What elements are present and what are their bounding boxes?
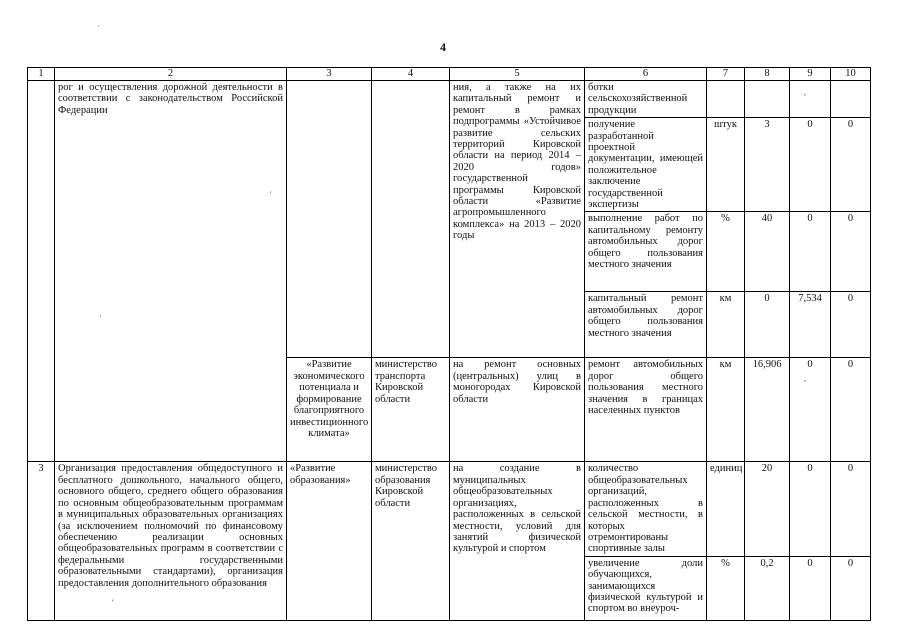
cell-value-8	[745, 81, 790, 118]
header-cell: 8	[745, 68, 790, 81]
cell-value-10: 0	[831, 118, 871, 212]
cell-value-8: 20	[745, 462, 790, 556]
cell-indicator: количество общеобразовательных организаций, расположенных в сельской местности, в которых отремонтированы спортивные залы	[585, 462, 707, 556]
scan-speck: ,	[804, 374, 806, 383]
cell-program	[287, 81, 372, 358]
cell-value-9	[790, 81, 831, 118]
cell-indicator: увеличение доли обучающихся, занимающихся физической культурой и спортом во внеуроч-	[585, 556, 707, 620]
header-cell: 6	[585, 68, 707, 81]
cell-value-10	[831, 81, 871, 118]
cell-value-8: 40	[745, 212, 790, 292]
scan-speck: '	[112, 598, 114, 607]
cell-value-9: 0	[790, 358, 831, 462]
cell-purpose: на создание в муниципальных общеобразовательных организациях, расположенных в сельской местности, условий для занятий физической культурой и спортом	[450, 462, 585, 620]
cell-value-9: 7,534	[790, 292, 831, 358]
cell-program: «Развитие экономического потенциала и формирование благоприятного инвестиционного климата»	[287, 358, 372, 462]
cell-value-9: 0	[790, 462, 831, 556]
scan-speck: ·	[97, 22, 100, 31]
cell-indicator: ботки сельскохозяйственной продукции	[585, 81, 707, 118]
header-cell: 4	[372, 68, 450, 81]
cell-value-9: 0	[790, 556, 831, 620]
cell-value-9: 0	[790, 118, 831, 212]
cell-value-8: 16,906	[745, 358, 790, 462]
header-row	[28, 68, 871, 81]
header-cell: 2	[55, 68, 287, 81]
cell-authority: рог и осуществления дорожной деятельности в соответствии с законодательством Российской Федерации	[55, 81, 287, 462]
cell-unit: км	[707, 292, 745, 358]
cell-unit	[707, 81, 745, 118]
table-row	[28, 81, 871, 118]
cell-purpose: на ремонт основных (центральных) улиц в моногородах Кировской области	[450, 358, 585, 462]
cell-indicator: капитальный ремонт автомобильных дорог общего пользования местного значения	[585, 292, 707, 358]
cell-value-8: 0,2	[745, 556, 790, 620]
cell-indicator: ремонт автомобильных дорог общего пользования местного значения в границах населенных пунктов	[585, 358, 707, 462]
cell-ministry: министерство транспорта Кировской области	[372, 358, 450, 462]
cell-value-10: 0	[831, 556, 871, 620]
cell-value-8: 3	[745, 118, 790, 212]
table-row	[28, 462, 871, 556]
data-table	[27, 67, 871, 621]
cell-unit: %	[707, 556, 745, 620]
header-cell: 7	[707, 68, 745, 81]
cell-value-10: 0	[831, 212, 871, 292]
page-number: 4	[440, 40, 446, 54]
scan-speck: '	[270, 190, 272, 199]
cell-indicator: получение разработанной проектной документации, имеющей положительное заключение государственной экспертизы	[585, 118, 707, 212]
header-cell: 9	[790, 68, 831, 81]
cell-number: 3	[28, 462, 55, 620]
cell-unit: %	[707, 212, 745, 292]
header-cell: 3	[287, 68, 372, 81]
cell-unit: км	[707, 358, 745, 462]
scan-speck: ,	[804, 88, 806, 97]
cell-value-10: 0	[831, 462, 871, 556]
cell-unit: единиц	[707, 462, 745, 556]
cell-value-8: 0	[745, 292, 790, 358]
header-cell: 5	[450, 68, 585, 81]
cell-ministry: министерство образования Кировской области	[372, 462, 450, 620]
cell-unit: штук	[707, 118, 745, 212]
cell-indicator: выполнение работ по капитальному ремонту автомобильных дорог общего пользования местного значения	[585, 212, 707, 292]
header-cell: 10	[831, 68, 871, 81]
cell-program: «Развитие образования»	[287, 462, 372, 620]
cell-value-10: 0	[831, 292, 871, 358]
cell-ministry	[372, 81, 450, 358]
cell-authority: Организация предоставления общедоступного и бесплатного дошкольного, начального общего, основного общего, среднего общего образования по основным общеобразовательным программам в муниципальных образовательных организациях (за исключением полномочий по финансовому обеспечению реализации основных общеобразовательных программ в соответствии с федеральными государственными образовательными стандартами), организация предоставления дополнительного образования	[55, 462, 287, 620]
cell-value-10: 0	[831, 358, 871, 462]
scan-speck: '	[100, 314, 102, 323]
cell-number	[28, 81, 55, 462]
header-cell: 1	[28, 68, 55, 81]
cell-purpose: ния, а также на их капитальный ремонт и ремонт в рамках подпрограммы «Устойчивое развитие сельских территорий Кировской области на период 2014 – 2020 годов» государственной программы Кировской области «Развитие агропромышленного комплекса» на 2013 – 2020 годы	[450, 81, 585, 358]
cell-value-9: 0	[790, 212, 831, 292]
